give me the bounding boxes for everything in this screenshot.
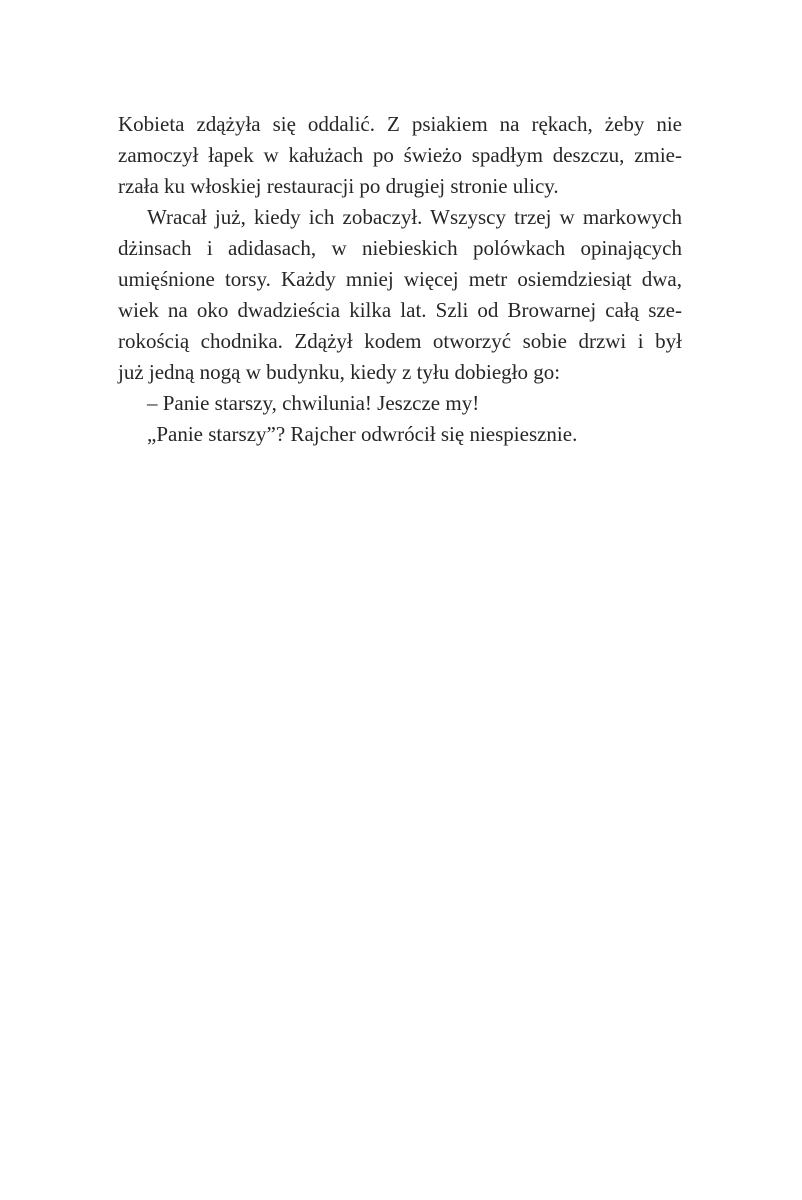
text-line: „Panie starszy”? Rajcher odwrócił się niespiesznie.: [147, 422, 578, 446]
text-line: wiek na oko dwadzieścia kilka lat. Szli od Browarnej całą sze-: [118, 298, 682, 322]
text-line: umięśnione torsy. Każdy mniej więcej metr osiemdziesiąt dwa,: [118, 267, 682, 291]
body-text: [118, 109, 682, 450]
text-line: – Panie starszy, chwilunia! Jeszcze my!: [147, 391, 480, 415]
text-line: Wracał już, kiedy ich zobaczył. Wszyscy trzej w markowych: [147, 205, 682, 229]
text-line: dżinsach i adidasach, w niebieskich polówkach opinających: [118, 236, 682, 260]
text-line: Kobieta zdążyła się oddalić. Z psiakiem na rękach, żeby nie: [118, 112, 682, 136]
text-line: rokością chodnika. Zdążył kodem otworzyć sobie drzwi i był: [118, 329, 682, 353]
text-line: rzała ku włoskiej restauracji po drugiej stronie ulicy.: [118, 174, 559, 198]
text-line: zamoczył łapek w kałużach po świeżo spadłym deszczu, zmie-: [118, 143, 682, 167]
text-line: już jedną nogą w budynku, kiedy z tyłu dobiegło go:: [118, 360, 561, 384]
